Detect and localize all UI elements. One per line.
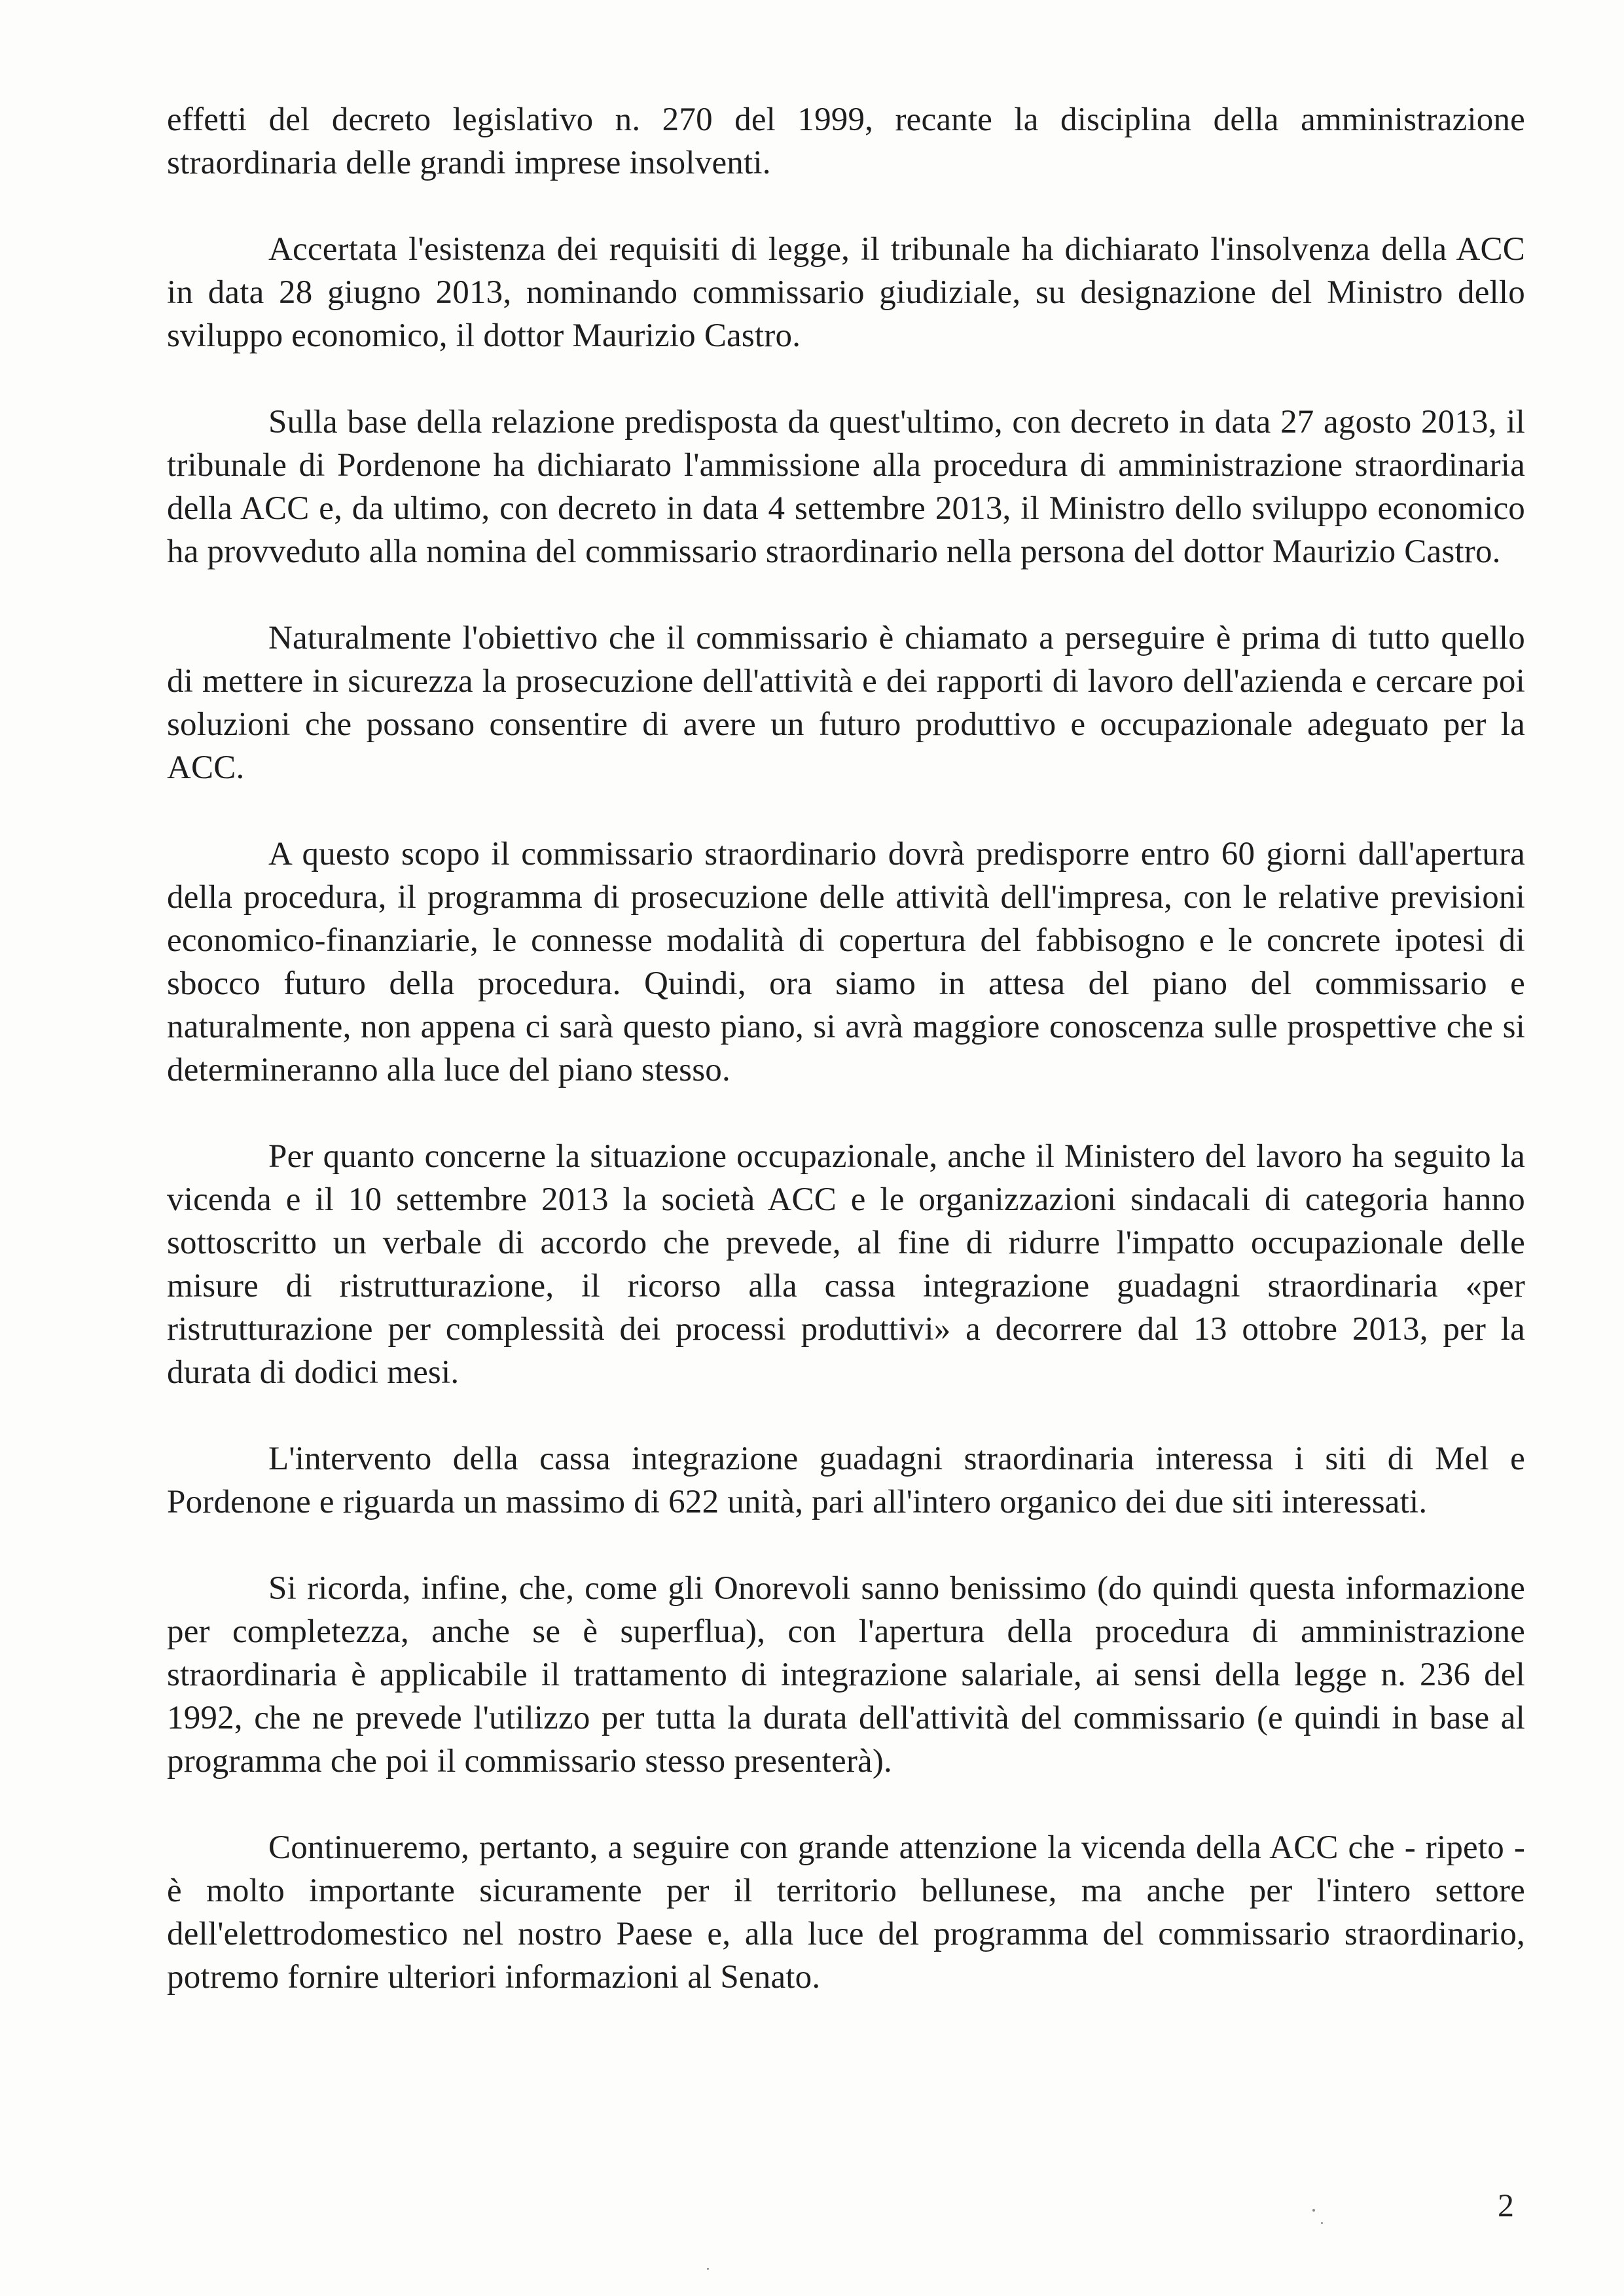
paragraph-3: Sulla base della relazione predisposta da quest'ultimo, con decreto in data 27 agosto 2013, il tribunale di Pordenone ha dichiarato l'ammissione alla procedura di amministrazione straordinaria della ACC e, da ultimo, con decreto in data 4 settembre 2013, il Ministro dello sviluppo economico ha provveduto alla nomina del commissario straordinario nella persona del dottor Maurizio Castro. xyxy=(167,404,1525,570)
scan-speck xyxy=(707,2268,709,2270)
scan-speck xyxy=(1321,2222,1323,2224)
page-number: 2 xyxy=(1498,2187,1514,2223)
paragraph-7: L'intervento della cassa integrazione guadagni straordinaria interessa i siti di Mel e Pordenone e riguarda un massimo di 622 unità, pari all'intero organico dei due siti interessati. xyxy=(167,1441,1525,1520)
scan-speck xyxy=(1312,2209,1315,2212)
paragraph-9: Continueremo, pertanto, a seguire con grande attenzione la vicenda della ACC che - ripeto - è molto importante sicuramente per il territorio bellunese, ma anche per l'intero settore dell'elettrodomestico nel nostro Paese e, alla luce del programma del commissario straordinario, potremo fornire ulteriori informazioni al Senato. xyxy=(167,1829,1525,1996)
paragraph-8: Si ricorda, infine, che, come gli Onorevoli sanno benissimo (do quindi questa informazione per completezza, anche se è superflua), con l'apertura della procedura di amministrazione straordinaria è applicabile il trattamento di integrazione salariale, ai sensi della legge n. 236 del 1992, che ne prevede l'utilizzo per tutta la durata dell'attività del commissario (e quindi in base al programma che poi il commissario stesso presenterà). xyxy=(167,1570,1525,1780)
paragraph-2: Accertata l'esistenza dei requisiti di legge, il tribunale ha dichiarato l'insolvenza della ACC in data 28 giugno 2013, nominando commissario giudiziale, su designazione del Ministro dello sviluppo economico, il dottor Maurizio Castro. xyxy=(167,231,1525,354)
paragraph-1: effetti del decreto legislativo n. 270 del 1999, recante la disciplina della amministrazione straordinaria delle grandi imprese insolventi. xyxy=(167,101,1525,181)
paragraph-6: Per quanto concerne la situazione occupazionale, anche il Ministero del lavoro ha seguito la vicenda e il 10 settembre 2013 la società ACC e le organizzazioni sindacali di categoria hanno sottoscritto un verbale di accordo che prevede, al fine di ridurre l'impatto occupazionale delle misure di ristrutturazione, il ricorso alla cassa integrazione guadagni straordinaria «per ristrutturazione per complessità dei processi produttivi» a decorrere dal 13 ottobre 2013, per la durata di dodici mesi. xyxy=(167,1138,1525,1391)
paragraph-5: A questo scopo il commissario straordinario dovrà predisporre entro 60 giorni dall'apertura della procedura, il programma di prosecuzione delle attività dell'impresa, con le relative previsioni economico-finanziarie, le connesse modalità di copertura del fabbisogno e le concrete ipotesi di sbocco futuro della procedura. Quindi, ora siamo in attesa del piano del commissario e naturalmente, non appena ci sarà questo piano, si avrà maggiore conoscenza sulle prospettive che si determineranno alla luce del piano stesso. xyxy=(167,836,1525,1088)
paragraph-4: Naturalmente l'obiettivo che il commissario è chiamato a perseguire è prima di tutto quello di mettere in sicurezza la prosecuzione dell'attività e dei rapporti di lavoro dell'azienda e cercare poi soluzioni che possano consentire di avere un futuro produttivo e occupazionale adeguato per la ACC. xyxy=(167,620,1525,786)
document-body xyxy=(167,98,1525,2042)
